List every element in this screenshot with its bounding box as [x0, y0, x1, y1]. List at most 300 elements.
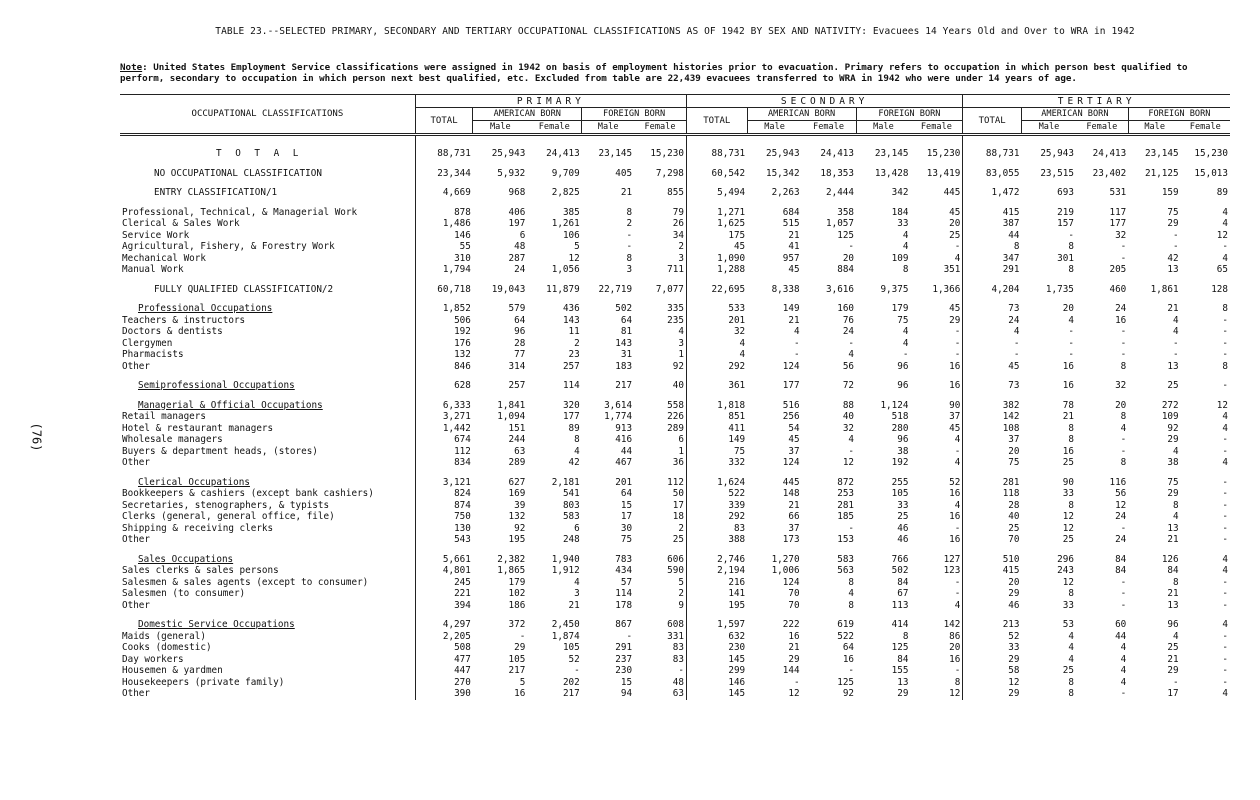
table-cell: -	[1222, 588, 1228, 599]
table-cell: 4	[1120, 642, 1127, 653]
table-cell: 83	[672, 653, 684, 665]
table-cell: 824	[415, 488, 473, 500]
table-cell: 25	[963, 523, 1022, 535]
table-cell: 75	[897, 314, 909, 326]
table-cell: -	[1120, 599, 1127, 611]
table-cell: 16	[1062, 360, 1074, 372]
table-cell: 627	[508, 476, 526, 488]
table-cell: 159	[1161, 187, 1179, 198]
table-cell: -	[1222, 511, 1228, 522]
row-label: Clerical Occupations	[138, 476, 250, 488]
table-row	[120, 554, 1230, 566]
table-cell: 4	[848, 588, 855, 599]
table-cell: 64	[842, 642, 855, 653]
table-cell: 117	[1109, 206, 1127, 218]
table-cell: 510	[963, 554, 1022, 566]
table-cell: 16	[949, 534, 961, 545]
table-cell: 1,442	[415, 423, 473, 435]
table-cell: 968	[508, 187, 526, 198]
table-row	[120, 253, 1230, 265]
table-cell: 28	[963, 500, 1022, 512]
table-cell: 1,735	[1045, 283, 1074, 295]
table-row	[120, 588, 1230, 600]
table-cell: -	[963, 349, 1022, 361]
table-cell: 64	[620, 488, 633, 499]
table-cell: 7,298	[655, 167, 684, 179]
table-cell: -	[1120, 241, 1127, 252]
table-cell: 1,472	[963, 187, 1022, 199]
table-cell: 4	[902, 337, 909, 349]
table-cell: 118	[963, 488, 1022, 500]
table-cell: 4	[954, 599, 961, 611]
table-cell: -	[1222, 630, 1228, 642]
table-cell: 26	[672, 218, 684, 229]
table-cell: 108	[963, 423, 1022, 435]
table-cell: 60,542	[686, 168, 747, 180]
table-cell: 25	[1167, 642, 1179, 653]
table-cell: 1,841	[497, 399, 526, 411]
table-row	[120, 207, 1230, 219]
table-cell: 17	[1167, 688, 1179, 699]
header-male: Male	[582, 121, 634, 135]
table-cell: 320	[562, 399, 580, 411]
table-cell: 684	[782, 206, 800, 218]
table-cell: 132	[508, 511, 526, 522]
table-cell: -	[1068, 326, 1074, 337]
row-label: Salesmen & sales agents (except to consumer)	[122, 576, 369, 588]
table-cell: -	[1222, 653, 1228, 665]
table-cell: 42	[568, 457, 580, 468]
table-cell: 84	[1115, 565, 1127, 576]
header-tertiary: TERTIARY	[963, 95, 1230, 108]
table-cell: 13,419	[926, 167, 961, 179]
table-cell: 235	[667, 314, 684, 326]
row-label: Other	[122, 599, 150, 611]
table-cell: -	[1222, 599, 1228, 611]
table-cell: 45	[963, 361, 1022, 373]
table-cell: 25,943	[1040, 148, 1074, 159]
table-cell: 92	[1167, 422, 1179, 434]
table-cell: 88,731	[415, 148, 473, 160]
table-cell: 29	[788, 653, 800, 665]
table-cell: 16	[949, 653, 961, 665]
table-cell: 38	[897, 445, 909, 457]
header-tertiary-total: TOTAL	[963, 108, 1022, 135]
table-cell: 4	[1222, 218, 1228, 229]
table-row	[120, 534, 1230, 546]
table-cell: 25,943	[491, 148, 526, 159]
table-cell: 20	[949, 218, 961, 229]
row-label: Secretaries, stenographers, & typists	[122, 499, 330, 511]
table-cell: -	[1120, 337, 1127, 349]
table-cell: 142	[963, 411, 1022, 423]
table-cell: 20	[949, 642, 961, 653]
table-cell: -	[1222, 476, 1228, 488]
table-cell: 522	[837, 630, 855, 642]
table-cell: 1,818	[686, 400, 747, 412]
table-row	[120, 400, 1230, 412]
table-cell: -	[954, 665, 961, 676]
row-label: Clergymen	[122, 337, 173, 349]
table-cell: 153	[837, 534, 855, 545]
table-cell: 4	[848, 349, 855, 360]
table-cell: 21	[1167, 534, 1179, 545]
table-cell: 105	[508, 653, 526, 665]
table-cell: 387	[963, 218, 1022, 230]
table-cell: 4	[1222, 252, 1228, 264]
table-row	[120, 477, 1230, 489]
table-cell: 22,695	[686, 284, 747, 296]
header-female: Female	[644, 122, 676, 132]
table-cell: 292	[686, 361, 747, 373]
table-cell: 248	[562, 534, 580, 545]
table-cell: 8	[1068, 264, 1074, 275]
table-cell: 39	[514, 499, 526, 511]
table-cell: 253	[837, 488, 855, 499]
table-cell: 113	[891, 599, 909, 611]
table-cell: 12	[1115, 499, 1127, 511]
table-cell: 16	[1115, 314, 1127, 326]
table-cell: 1,940	[551, 553, 580, 565]
table-cell: 11	[568, 326, 580, 337]
table-cell: 522	[686, 488, 747, 500]
table-cell: -	[1222, 337, 1228, 349]
table-cell: 7,077	[655, 283, 684, 295]
table-cell: 173	[782, 534, 800, 545]
table-cell: 40	[963, 511, 1022, 523]
table-cell: 195	[508, 534, 526, 545]
table-cell: 143	[562, 314, 580, 326]
row-label: Clerks (general, general office, file)	[122, 511, 335, 522]
table-cell: 8	[1068, 241, 1074, 252]
table-cell: 4	[954, 434, 961, 445]
table-cell: 257	[562, 360, 580, 372]
table-cell: 12	[842, 457, 855, 468]
table-cell: 4	[1222, 411, 1228, 422]
table-cell: -	[848, 522, 855, 534]
table-cell: 13	[1167, 522, 1179, 534]
table-row	[120, 688, 1230, 700]
table-cell: 766	[891, 553, 909, 565]
table-cell: 1,124	[880, 399, 909, 411]
table-cell: 186	[508, 599, 526, 611]
table-cell: 4	[1222, 457, 1228, 468]
table-body	[120, 135, 1230, 700]
table-cell: 29	[949, 314, 961, 326]
table-cell: 183	[615, 360, 633, 372]
table-cell: 96	[897, 380, 909, 391]
table-cell: 29	[1167, 488, 1179, 499]
table-cell: 149	[782, 303, 800, 314]
table-cell: 270	[415, 677, 473, 689]
table-cell: 21	[788, 314, 800, 326]
table-cell: 2,382	[497, 553, 526, 565]
table-cell: 834	[415, 457, 473, 469]
row-label: Semiprofessional Occupations	[138, 380, 295, 391]
table-cell: 46	[897, 534, 909, 545]
table-cell: 272	[1161, 399, 1179, 411]
table-cell: -	[1120, 252, 1127, 264]
table-cell: 467	[615, 457, 633, 468]
table-cell: 18,353	[820, 167, 855, 179]
table-cell: 216	[686, 577, 747, 589]
table-cell: -	[848, 445, 855, 457]
row-label: Salesmen (to consumer)	[122, 588, 246, 599]
table-cell: 4	[848, 434, 855, 445]
table-cell: 415	[963, 207, 1022, 219]
table-cell: 12	[949, 688, 961, 699]
table-cell: 4,669	[415, 187, 473, 199]
table-cell: 4	[902, 241, 909, 252]
table-cell: 4	[1222, 565, 1228, 576]
table-cell: 55	[415, 241, 473, 253]
table-cell: 222	[782, 619, 800, 630]
table-cell: 15,230	[1194, 148, 1228, 159]
table-cell: 6	[678, 434, 684, 445]
table-cell: 105	[562, 642, 580, 653]
table-cell: 2	[678, 588, 684, 599]
table-cell: 56	[842, 360, 855, 372]
table-cell: 146	[686, 677, 747, 689]
table-cell: 96	[897, 360, 909, 372]
table-cell: 477	[415, 654, 473, 666]
table-cell: 89	[1216, 187, 1228, 198]
table-cell: 4	[1173, 326, 1179, 337]
table-cell: 11,879	[546, 283, 580, 295]
table-cell: 1	[678, 349, 684, 360]
table-cell: 1	[678, 445, 684, 457]
table-cell: 16	[1062, 445, 1074, 457]
table-cell: 289	[508, 457, 526, 468]
table-cell: 1,261	[551, 218, 580, 229]
row-label: FULLY QUALIFIED CLASSIFICATION/2	[154, 283, 334, 295]
table-cell: -	[1222, 241, 1228, 252]
table-cell: 416	[615, 434, 633, 445]
header-primary-foreign-born: FOREIGN BORN	[582, 108, 687, 121]
table-cell: 145	[686, 688, 747, 700]
table-cell: 70	[788, 599, 800, 611]
table-cell: 21	[788, 229, 800, 241]
row-label: Teachers & instructors	[122, 314, 246, 326]
table-cell: 2,444	[826, 187, 855, 198]
table-cell: 8	[1120, 457, 1127, 468]
table-cell: 382	[963, 400, 1022, 412]
row-label: Pharmacists	[122, 349, 184, 360]
table-cell: 4	[1120, 676, 1127, 688]
table-cell: 56	[1115, 488, 1127, 499]
table-cell: 4	[954, 252, 961, 264]
table-cell: 16	[949, 380, 961, 391]
table-cell: 79	[672, 206, 684, 218]
table-cell: 1,865	[497, 565, 526, 576]
table-cell: -	[1222, 534, 1228, 545]
table-title: TABLE 23.--SELECTED PRIMARY, SECONDARY AND TERTIARY OCCUPATIONAL CLASSIFICATIONS AS OF 1942 BY SEX AND NATIVITY: Evacuees 14 Years Old and Over to WRA in 1942	[215, 26, 1135, 37]
table-cell: 8	[963, 241, 1022, 253]
table-cell: -	[954, 445, 961, 457]
table-cell: 6	[574, 522, 580, 534]
table-cell: -	[1222, 499, 1228, 511]
table-row	[120, 434, 1230, 446]
table-cell: 9	[678, 599, 684, 611]
table-cell: 579	[508, 303, 526, 314]
table-cell: 4	[1068, 653, 1074, 665]
table-cell: 48	[672, 676, 684, 688]
table-cell: 628	[415, 380, 473, 392]
table-cell: 109	[891, 252, 909, 264]
table-cell: 33	[1062, 488, 1074, 499]
table-cell: 12	[568, 252, 580, 264]
table-cell: -	[1222, 380, 1228, 391]
header-primary-american-born: AMERICAN BORN	[473, 108, 582, 121]
table-cell: 25	[897, 511, 909, 522]
table-cell: 44	[620, 445, 633, 457]
row-label: Retail managers	[122, 411, 206, 422]
header-male: Male	[856, 121, 910, 135]
table-cell: -	[1222, 522, 1228, 534]
table-cell: 114	[562, 380, 580, 391]
table-cell: 84	[897, 653, 909, 665]
table-cell: 18	[672, 511, 684, 522]
table-cell: 36	[672, 457, 684, 468]
table-cell: -	[954, 522, 961, 534]
table-cell: 533	[686, 303, 747, 315]
table-cell: 64	[514, 314, 526, 326]
table-cell: -	[519, 630, 526, 642]
table-cell: 205	[1109, 264, 1127, 275]
table-cell: 46	[897, 522, 909, 534]
row-label: Domestic Service Occupations	[138, 619, 295, 630]
table-cell: 590	[667, 565, 684, 576]
table-cell: 148	[782, 488, 800, 499]
table-cell: 1,090	[686, 253, 747, 265]
table-cell: 45	[686, 241, 747, 253]
table-cell: 872	[837, 476, 855, 488]
table-cell: 5,494	[686, 187, 747, 199]
row-label: Sales clerks & sales persons	[122, 565, 279, 576]
table-cell: 44	[963, 230, 1022, 242]
table-cell: 8	[1068, 499, 1074, 511]
table-cell: 1,006	[771, 565, 800, 576]
table-cell: 178	[615, 599, 633, 611]
table-cell: 46	[963, 600, 1022, 612]
table-cell: 96	[897, 434, 909, 445]
table-cell: 177	[1109, 218, 1127, 229]
table-cell: 257	[508, 380, 526, 391]
table-cell: 48	[514, 241, 526, 252]
table-cell: 24	[1115, 534, 1127, 545]
table-cell: 4	[1120, 653, 1127, 665]
table-cell: -	[1222, 349, 1228, 360]
table-cell: 44	[1115, 630, 1127, 642]
table-cell: 16	[788, 630, 800, 642]
table-row	[120, 565, 1230, 577]
table-row	[120, 168, 1230, 180]
header-male: Male	[747, 121, 801, 135]
table-cell: 8	[1173, 499, 1179, 511]
table-cell: 291	[963, 264, 1022, 276]
table-cell: 21	[568, 599, 580, 611]
table-cell: 2	[678, 522, 684, 534]
table-cell: 81	[620, 326, 633, 337]
table-cell: 8	[902, 264, 909, 275]
table-cell: 143	[615, 337, 633, 349]
table-cell: 63	[514, 445, 526, 457]
table-cell: 38	[1167, 457, 1179, 468]
table-cell: 4	[1222, 206, 1228, 218]
table-cell: 30	[620, 522, 633, 534]
table-cell: 405	[615, 167, 633, 179]
table-cell: -	[1120, 445, 1127, 457]
table-cell: 217	[508, 665, 526, 676]
table-cell: 112	[667, 476, 684, 488]
table-cell: 12	[1062, 511, 1074, 522]
table-cell: 201	[615, 476, 633, 488]
table-row	[120, 187, 1230, 199]
table-cell: 674	[415, 434, 473, 446]
table-cell: -	[1120, 434, 1127, 445]
table-cell: 445	[943, 187, 961, 198]
table-cell: 116	[1109, 476, 1127, 488]
table-cell: 32	[1115, 229, 1127, 241]
table-cell: 13	[1167, 599, 1179, 611]
table-cell: -	[626, 229, 633, 241]
table-cell: 310	[415, 253, 473, 265]
table-cell: 185	[837, 511, 855, 522]
table-cell: 125	[891, 642, 909, 653]
table-cell: -	[1222, 642, 1228, 653]
table-cell: 32	[686, 326, 747, 338]
table-cell: 287	[508, 252, 526, 264]
table-cell: 867	[615, 619, 633, 630]
table-cell: 123	[943, 565, 961, 576]
table-cell: 4	[678, 326, 684, 337]
table-cell: 60	[1115, 619, 1127, 630]
table-row	[120, 457, 1230, 469]
table-cell: -	[1120, 349, 1127, 360]
table-cell: 76	[842, 314, 855, 326]
table-cell: 4	[1173, 511, 1179, 522]
table-cell: 126	[1161, 553, 1179, 565]
table-cell: 96	[514, 326, 526, 337]
table-cell: 25	[1062, 665, 1074, 676]
table-cell: 86	[949, 630, 961, 642]
table-cell: 1,912	[551, 565, 580, 576]
table-cell: -	[574, 665, 580, 676]
table-cell: 4	[1222, 553, 1228, 565]
table-cell: 619	[837, 619, 855, 630]
table-row	[120, 446, 1230, 458]
table-cell: -	[626, 630, 633, 642]
table-cell: 541	[562, 488, 580, 499]
row-label: Managerial & Official Occupations	[138, 399, 323, 411]
table-cell: 15	[620, 676, 633, 688]
table-cell: 112	[415, 446, 473, 458]
table-cell: 4	[902, 326, 909, 337]
table-cell: 301	[1057, 252, 1074, 264]
table-cell: 5,932	[497, 167, 526, 179]
table-cell: -	[793, 349, 800, 360]
table-cell: 160	[837, 303, 855, 314]
table-cell: 2	[678, 241, 684, 252]
table-cell: 583	[562, 511, 580, 522]
table-cell: 411	[686, 423, 747, 435]
table-cell: 332	[686, 457, 747, 469]
table-cell: 16	[949, 360, 961, 372]
table-cell: 75	[686, 446, 747, 458]
table-cell: 201	[686, 315, 747, 327]
table-cell: 8	[1120, 360, 1127, 372]
row-label: Agricultural, Fishery, & Forestry Work	[122, 241, 335, 252]
